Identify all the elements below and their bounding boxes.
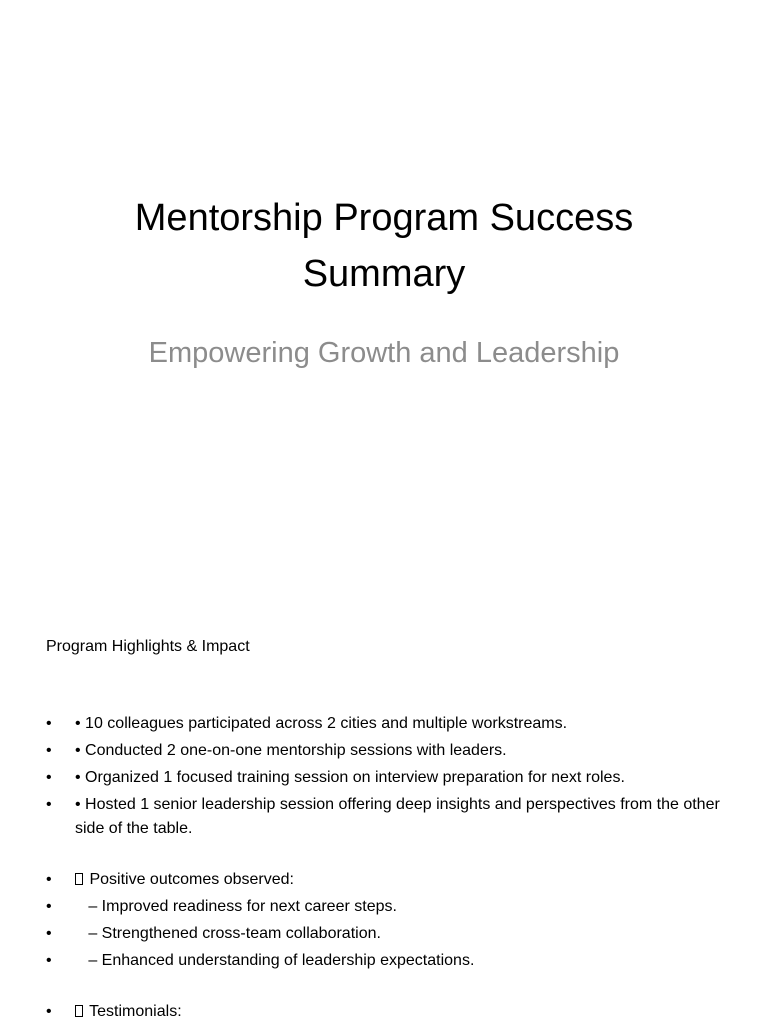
missing-glyph-icon [75,1005,83,1017]
bullet-marker: • [46,796,52,813]
slide-subtitle: Empowering Growth and Leadership [148,337,620,369]
list-item-text: • Organized 1 focused training session on interview preparation for next roles. [75,769,625,786]
bullet-marker: • [46,715,52,732]
list-item [46,712,726,736]
list-item [46,1000,726,1024]
bullet-marker: • [46,742,52,759]
list-item-text: – Improved readiness for next career steps. [75,898,397,915]
list-item [46,766,726,790]
list-item-text: – Strengthened cross-team collaboration. [75,925,381,942]
list-item-text: Positive outcomes observed: [85,871,294,888]
bullet-marker: • [46,769,52,786]
list-item [46,949,726,973]
list-item-text: • Conducted 2 one-on-one mentorship sessions with leaders. [75,742,507,759]
list-item [46,793,726,841]
bullet-marker: • [46,898,52,915]
section-heading: Program Highlights & Impact [46,638,250,655]
bullet-marker: • [46,1003,52,1020]
list-item [46,895,726,919]
list-item [46,739,726,763]
bullet-marker: • [46,952,52,969]
list-item-text: – Enhanced understanding of leadership expectations. [75,952,475,969]
bullet-list [46,712,726,1027]
bullet-marker: • [46,871,52,888]
list-item-text: Testimonials: [85,1003,182,1020]
list-item [46,868,726,892]
bullet-marker: • [46,925,52,942]
list-item-text: • 10 colleagues participated across 2 cities and multiple workstreams. [75,715,568,732]
list-item-text: • Hosted 1 senior leadership session offering deep insights and perspectives from the other side of the table. [75,796,720,837]
missing-glyph-icon [75,873,83,885]
list-item [46,922,726,946]
slide-title: Mentorship Program Success Summary [134,197,634,295]
